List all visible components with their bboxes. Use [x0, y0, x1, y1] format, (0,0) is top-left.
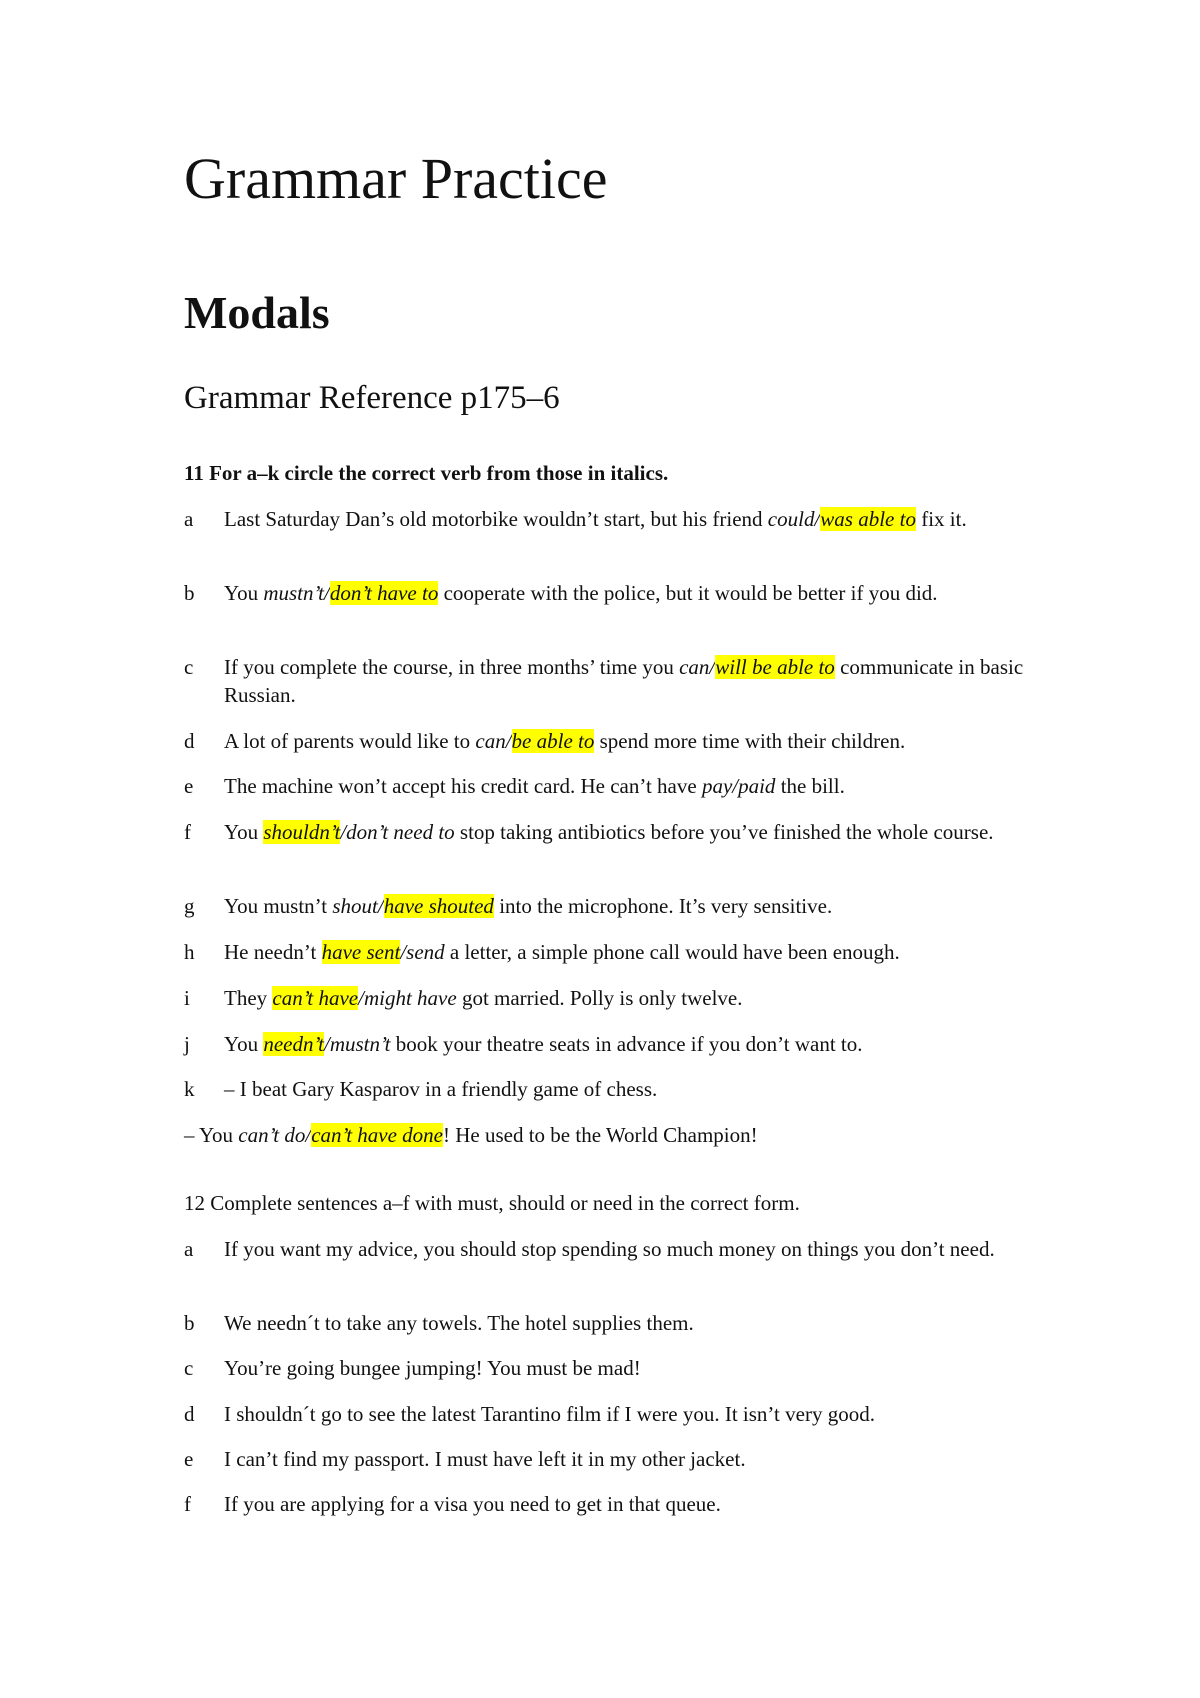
- item-text: [224, 1030, 1024, 1058]
- italic-option: could/: [767, 507, 821, 531]
- item-text: [224, 1075, 1024, 1103]
- section-title: Modals: [184, 287, 330, 338]
- item-letter: a: [184, 1237, 194, 1261]
- text-run: – I beat Gary Kasparov in a friendly game of chess.: [224, 1077, 658, 1101]
- text-run: You: [224, 581, 264, 605]
- ex11-reply-line: [184, 1121, 1024, 1149]
- ex12-item-c: [184, 1354, 1024, 1382]
- text-run: You: [224, 1032, 264, 1056]
- ex12-item-a: [184, 1235, 1024, 1263]
- item-text: I shouldn´t go to see the latest Tarantino film if I were you. It isn’t very good.: [224, 1402, 875, 1426]
- item-text: [224, 892, 1024, 920]
- highlighted-answer: be able to: [511, 729, 595, 753]
- item-text: [224, 772, 1024, 800]
- ex12-item-b: [184, 1309, 1024, 1337]
- item-letter: b: [184, 1311, 195, 1335]
- highlighted-answer: was able to: [820, 507, 916, 531]
- text-run: You: [224, 820, 264, 844]
- text-run: communicate in basic Russian.: [224, 655, 1024, 707]
- item-letter: f: [184, 820, 191, 844]
- italic-option: can/: [475, 729, 512, 753]
- italic-option: /might have: [358, 986, 457, 1010]
- highlighted-answer: don’t have to: [329, 581, 439, 605]
- item-letter: d: [184, 729, 195, 753]
- highlighted-answer: have shouted: [383, 894, 494, 918]
- exercise-11-heading: 11 For a–k circle the correct verb from those in italics.: [184, 461, 669, 485]
- highlighted-answer: have sent: [321, 940, 401, 964]
- text-run: a letter, a simple phone call would have been enough.: [444, 940, 900, 964]
- item-text: [224, 818, 1024, 846]
- ex11-item-a: [184, 505, 1024, 533]
- item-text: [224, 653, 1024, 709]
- item-text: [224, 727, 1024, 755]
- italic-option: /don’t need to: [340, 820, 455, 844]
- item-text: You’re going bungee jumping! You must be mad!: [224, 1356, 641, 1380]
- item-text: If you want my advice, you should stop spending so much money on things you don’t need.: [224, 1237, 995, 1261]
- italic-option: /mustn’t: [323, 1032, 391, 1056]
- text-run: fix it.: [915, 507, 967, 531]
- item-letter: j: [184, 1032, 190, 1056]
- italic-option: can/: [679, 655, 716, 679]
- highlighted-answer: can’t have done: [311, 1123, 443, 1147]
- item-letter: g: [184, 894, 195, 918]
- italic-option: /send: [400, 940, 445, 964]
- item-letter: k: [184, 1077, 195, 1101]
- italic-option: can’t do/: [238, 1123, 312, 1147]
- ex11-item-c: [184, 653, 1024, 709]
- item-letter: i: [184, 986, 190, 1010]
- ex11-item-g: [184, 892, 1024, 920]
- reference-subtitle: Grammar Reference p175–6: [184, 380, 560, 416]
- item-text: I can’t find my passport. I must have left it in my other jacket.: [224, 1447, 746, 1471]
- text-run: Last Saturday Dan’s old motorbike wouldn’t start, but his friend: [224, 507, 768, 531]
- item-letter: c: [184, 1356, 194, 1380]
- item-text: [224, 938, 1024, 966]
- text-run: spend more time with their children.: [594, 729, 906, 753]
- ex11-item-k: [184, 1075, 1024, 1103]
- ex11-item-e: [184, 772, 1024, 800]
- item-letter: c: [184, 655, 194, 679]
- item-text: [224, 579, 1024, 607]
- text-run: – You: [184, 1123, 239, 1147]
- text-run: The machine won’t accept his credit card. He can’t have: [224, 774, 702, 798]
- text-run: You mustn’t: [224, 894, 333, 918]
- ex11-item-f: [184, 818, 1024, 846]
- text-run: into the microphone. It’s very sensitive.: [493, 894, 833, 918]
- text-run: He needn’t: [224, 940, 322, 964]
- ex11-item-d: [184, 727, 1024, 755]
- text-run: the bill.: [775, 774, 845, 798]
- highlighted-answer: can’t have: [272, 986, 359, 1010]
- item-text: [224, 984, 1024, 1012]
- item-text: [224, 505, 1024, 533]
- highlighted-answer: shouldn’t: [263, 820, 341, 844]
- item-letter: h: [184, 940, 195, 964]
- page-title: Grammar Practice: [184, 146, 608, 211]
- italic-option: shout/: [332, 894, 384, 918]
- item-letter: e: [184, 774, 194, 798]
- exercise-12-heading: 12 Complete sentences a–f with must, should or need in the correct form.: [184, 1191, 800, 1215]
- ex12-item-d: [184, 1400, 1024, 1428]
- text-run: A lot of parents would like to: [224, 729, 476, 753]
- ex11-item-i: [184, 984, 1024, 1012]
- highlighted-answer: will be able to: [715, 655, 835, 679]
- ex12-item-e: [184, 1445, 1024, 1473]
- item-letter: f: [184, 1492, 191, 1516]
- item-letter: d: [184, 1402, 195, 1426]
- ex11-item-b: [184, 579, 1024, 607]
- ex12-item-f: [184, 1490, 1024, 1518]
- text-run: ! He used to be the World Champion!: [443, 1123, 758, 1147]
- italic-option: mustn’t/: [263, 581, 330, 605]
- text-run: They: [224, 986, 273, 1010]
- italic-option: pay/paid: [701, 774, 776, 798]
- text-run: book your theatre seats in advance if you don’t want to.: [390, 1032, 863, 1056]
- ex11-item-h: [184, 938, 1024, 966]
- ex11-item-j: [184, 1030, 1024, 1058]
- text-run: got married. Polly is only twelve.: [456, 986, 743, 1010]
- item-letter: e: [184, 1447, 194, 1471]
- text-run: If you complete the course, in three months’ time you: [224, 655, 680, 679]
- item-letter: b: [184, 581, 195, 605]
- text-run: stop taking antibiotics before you’ve finished the whole course.: [454, 820, 994, 844]
- text-run: cooperate with the police, but it would be better if you did.: [438, 581, 938, 605]
- highlighted-answer: needn’t: [263, 1032, 324, 1056]
- item-letter: a: [184, 507, 194, 531]
- item-text: If you are applying for a visa you need to get in that queue.: [224, 1492, 721, 1516]
- item-text: We needn´t to take any towels. The hotel supplies them.: [224, 1311, 694, 1335]
